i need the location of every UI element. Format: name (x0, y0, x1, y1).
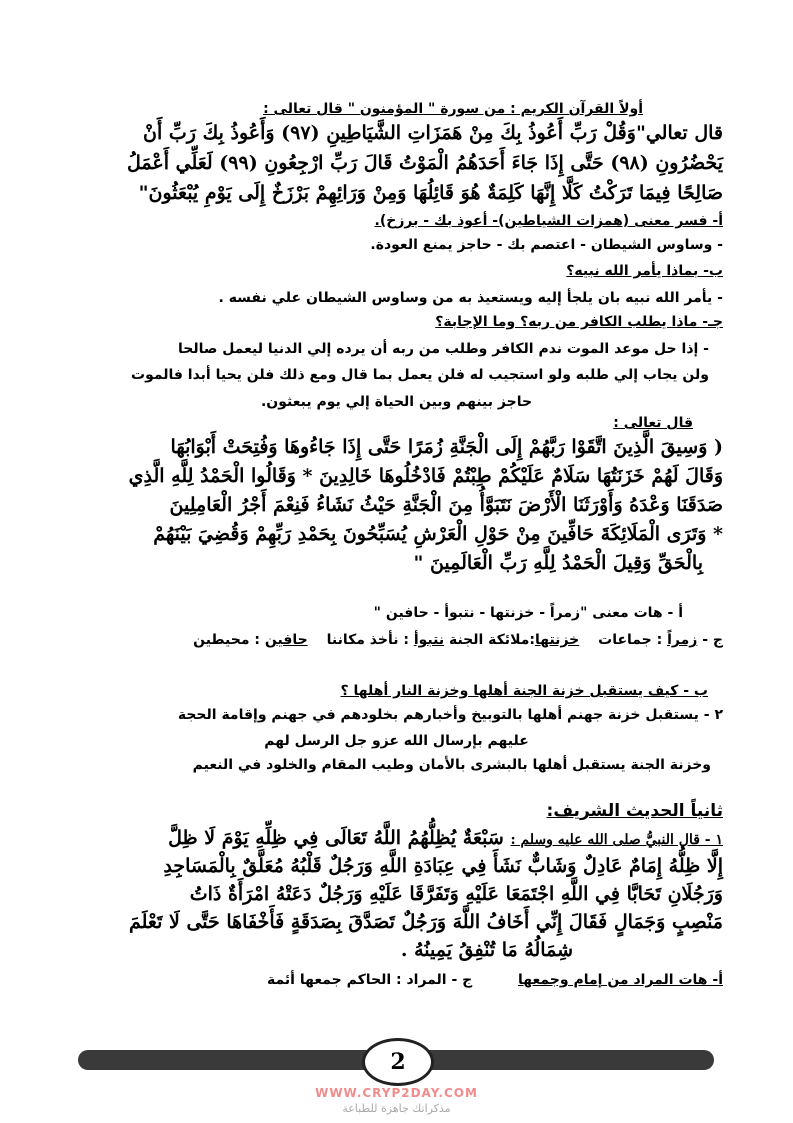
answer-c-line: ولن يجاب إلي طلبه ولو استجيب له فلن يعمل بما قال ومع ذلك فلن يحيا أبدا فالموت (131, 367, 709, 383)
hadith-line: شِمَالُهُ مَا تُنْفِقُ يَمِينُهُ . (400, 939, 573, 961)
hadith-text: سَبْعَةٌ يُظِلُّهُمُ اللَّهُ تَعَالَى فِي ظِلِّهِ يَوْمَ لَا ظِلَّ (168, 827, 504, 849)
answer-b: - يأمر الله نبيه بان يلجأ إليه ويستعيذ به من وساوس الشيطان علي نفسه . (218, 290, 723, 306)
question-b-keepers: ب - كيف يستقبل خزنة الجنة أهلها وخزنة النار أهلها ؟ (340, 683, 708, 699)
question-c: جـ- ماذا يطلب الكافر من ربه؟ وما الإجابة؟ (435, 314, 723, 330)
verse-line: * وَتَرَى الْمَلَائِكَةَ حَافِّينَ مِنْ حَوْلِ الْعَرْشِ يُسَبِّحُونَ بِحَمْدِ رَبِّهِمْ وَقُضِيَ بَيْنَهُمْ (153, 523, 723, 545)
site-watermark: WWW.CRYP2DAY.COM (315, 1086, 478, 1100)
answer-prefix: ج - (702, 632, 723, 648)
question-b: ب- بماذا يأمر الله نبيه؟ (566, 263, 723, 279)
hadith-question: أ- هات المراد من إمام وجمعها (518, 972, 723, 988)
verse-line: وَقَالَ لَهُمْ خَزَنَتُهَا سَلَامٌ عَلَيْكُمْ طِبْتُمْ فَادْخُلُوهَا خَالِدِينَ * وَقَالُوا الْحَمْدُ لِلَّهِ الَّذِي (128, 465, 723, 487)
term-meaning: : نأخذ مكاننا (326, 632, 409, 648)
hadith-line: مَنْصِبٍ وَجَمَالٍ فَقَالَ إِنِّي أَخَافُ اللَّهَ وَرَجُلٌ تَصَدَّقَ بِصَدَقَةٍ فَأَخْفَاهَا حَتَّى لَا تَعْلَمَ (128, 911, 723, 933)
term-word: حافين (264, 632, 308, 648)
verse-line: قال تعالي"وَقُلْ رَبِّ أَعُوذُ بِكَ مِنْ هَمَزَاتِ الشَّيَاطِينِ (٩٧) وَأَعُوذُ بِكَ رَبِّ أَنْ (143, 122, 723, 144)
verse-line: صَالِحًا فِيمَا تَرَكْتُ كَلَّا إِنَّهَا كَلِمَةٌ هُوَ قَائِلُهَا وَمِنْ وَرَائِهِمْ بَرْزَخٌ إِلَى يَوْمِ يُبْعَثُونَ" (138, 182, 723, 204)
term-meaning: : جماعات (598, 632, 663, 648)
verse-heading: قال تعالى : (613, 415, 693, 431)
answer-a: - وساوس الشيطان - اعتصم بك - حاجز يمنع العودة. (370, 237, 723, 253)
site-tagline: مذكراتك جاهزة للطباعة (342, 1102, 451, 1115)
verse-line: صَدَقَنَا وَعْدَهُ وَأَوْرَثَنَا الْأَرْضَ نَتَبَوَّأُ مِنَ الْجَنَّةِ حَيْثُ نَشَاءُ فَنِعْمَ أَجْرُ الْعَامِلِينَ (169, 494, 723, 516)
section-hadith-heading: ثانياً الحديث الشريف: (546, 801, 723, 821)
section-quran-heading: أولاً القرآن الكريم : من سورة " المؤمنون " قال تعالى : (263, 101, 643, 117)
meanings-answer (70, 632, 723, 648)
answer-b-line: وخزنة الجنة يستقبل أهلها بالبشرى بالأمان وطيب المقام والخلود في النعيم (192, 757, 711, 773)
answer-b-line: عليهم بإرسال الله عزو جل الرسل لهم (264, 733, 529, 749)
question-a: أ- فسر معنى (همزات الشياطين)- أعوذ بك - برزخ). (374, 213, 723, 229)
term-word: نتبوأ (413, 632, 445, 648)
hadith-line: وَرَجُلَانِ تَحَابَّا فِي اللَّهِ اجْتَمَعَا عَلَيْهِ وَتَفَرَّقَا عَلَيْهِ وَرَجُلٌ دَعَتْهُ امْرَأَةٌ ذَاتُ (189, 883, 723, 905)
page-number: 2 (362, 1038, 434, 1086)
answer-b-line: ٢ - يستقبل خزنة جهنم أهلها بالتوبيخ وأخبارهم بخلودهم في جهنم وإقامة الحجة (177, 707, 723, 723)
hadith-question-row (70, 972, 723, 988)
hadith-intro: ١ - قال النبيُّ صلى الله عليه وسلم : (510, 832, 723, 848)
verse-line: بِالْحَقِّ وَقِيلَ الْحَمْدُ لِلَّهِ رَبِّ الْعَالَمِينَ " (413, 552, 703, 574)
hadith-answer: ج - المراد : الحاكم جمعها أئمة (267, 972, 473, 988)
hadith-line: إِلَّا ظِلُّهُ إِمَامٌ عَادِلٌ وَشَابٌّ نَشَأَ فِي عِبَادَةِ اللَّهِ وَرَجُلٌ قَلْبُهُ مُعَلَّقٌ بِالْمَسَاجِدِ (163, 855, 723, 877)
term-meaning: :ملائكة الجنة (448, 632, 535, 648)
answer-c-line: حاجز بينهم وبين الحياة إلي يوم يبعثون. (260, 394, 533, 410)
answer-c-line: - إذا حل موعد الموت ندم الكافر وطلب من ربه أن يرده إلي الدنيا ليعمل صالحا (177, 341, 709, 357)
term-word: زمراً (667, 632, 698, 648)
term-word: خزنتها (534, 632, 580, 648)
hadith-line-first (70, 827, 723, 849)
verse-line: يَحْضُرُونِ (٩٨) حَتَّى إِذَا جَاءَ أَحَدَهُمُ الْمَوْتُ قَالَ رَبِّ ارْجِعُونِ (٩٩) لَعَلِّي أَعْمَلُ (127, 152, 723, 174)
verse-line: ( وَسِيقَ الَّذِينَ اتَّقَوْا رَبَّهُمْ إِلَى الْجَنَّةِ زُمَرًا حَتَّى إِذَا جَاءُوهَا وَفُتِحَتْ أَبْوَابُهَا (170, 436, 723, 458)
meanings-question: أ - هات معنى "زمراً - خزنتها - نتبوأ - حافين " (373, 605, 683, 621)
term-meaning: : محيطين (193, 632, 261, 648)
